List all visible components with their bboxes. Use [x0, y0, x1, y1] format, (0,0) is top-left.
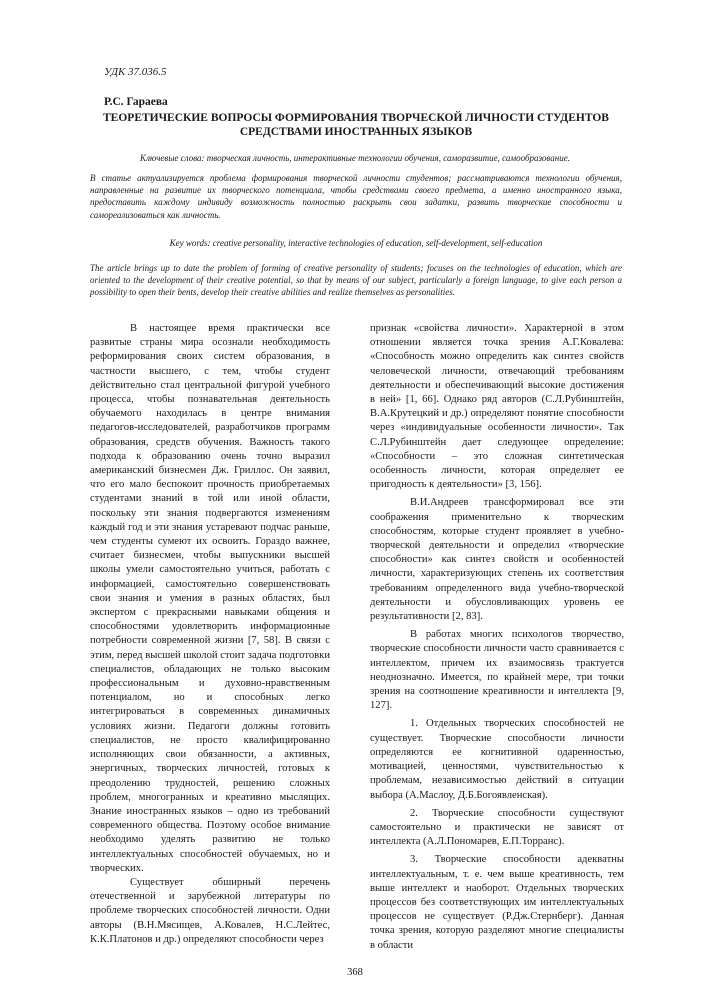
left-column — [90, 322, 330, 947]
keywords-en: Key words: creative personality, interactive technologies of education, self-development, self-education — [169, 238, 543, 248]
paragraph: В работах многих психологов творчество, творческие способности личности часто сравнивается с интеллектом, причем их взаимосвязь трактуется неоднозначно. Имеется, по крайней мере, три точки зрения на соотношение креативности и интеллекта [9, 127]. — [370, 629, 624, 712]
paragraph: признак «свойства личности». Характерной в этом отношении является точка зрения А.Г.Ковалева: «Способность можно определить как синтез свойств человеческой личности, отвечающий требованиям деятельности и обеспечивающий высокие достижения в ней» [1, 66]. Однако ряд авторов (С.Л.Рубинштейн, В.А.Крутецкий и др.) определяют понятие способности через «индивидуальные особенности личности». Так С.Л.Рубинштейн дает следующее определение: «Способности – это сложная синтетическая особенность личности, которая определяет ее пригодность к деятельности» [3, 156]. — [370, 323, 624, 491]
right-column — [370, 322, 624, 953]
paragraph: В.И.Андреев трансформировал все эти соображения применительно к творческим способностям, которые студент проявляет в учебно-творческой деятельности и определил «творческие способности» как синтез свойств и особенностей личности, характеризующих степень их соответствия требованиям определенного вида учебно-творческой деятельности и обусловливающих уровень ее результативности [2, 83]. — [370, 497, 624, 623]
abstract-en: The article brings up to date the problem of forming of creative personality of students; focuses on the technologies of education, which are oriented to the development of their creative potential, so that by means of our subject, particularly a foreign language, to give each person a possibility to open their bents, develop their creative abilities and realize themselves as personalities. — [90, 263, 622, 298]
abstract-ru: В статье актуализируется проблема формирования творческой личности студентов; рассматриваются технологии обучения, направленные на развитие их творческого потенциала, чтобы средствами своего предмета, а именно иностранного языка, предоставить каждому индивиду возможность полностью раскрыть свои задатки, развить творческие способности и самореализоваться как личность. — [90, 173, 622, 220]
list-item: 3. Творческие способности адекватны интеллектуальным, т. е. чем выше креативность, тем выше интеллект и наоборот. Отдельных творческих процессов без соответствующих им интеллектуальных процессов не существует (Р.Дж.Стернберг). Данная точка зрения, которую разделяют многие специалисты в области — [370, 854, 624, 951]
author-name: Р.С. Гараева — [104, 96, 168, 108]
article-title: ТЕОРЕТИЧЕСКИЕ ВОПРОСЫ ФОРМИРОВАНИЯ ТВОРЧЕСКОЙ ЛИЧНОСТИ СТУДЕНТОВ СРЕДСТВАМИ ИНОСТРАННЫХ ЯЗЫКОВ — [103, 112, 609, 138]
list-item: 2. Творческие способности существуют самостоятельно и практически не зависят от интеллекта (А.Л.Пономарев, Е.П.Торранс). — [370, 807, 624, 848]
paragraph: Существует обширный перечень отечественной и зарубежной литературы по проблеме творческих способностей личности. Одни авторы (В.Н.Мясищев, А.Ковалев, Н.С.Лейтес, К.К.Платонов и др.) определяют способности через — [90, 876, 330, 945]
list-item: 1. Отдельных творческих способностей не существует. Творческие способности личности определяются ее когнитивной одаренностью, мотивацией, ценностями, чувствительностью к проблемам, независимостью действий в ситуации выбора (А.Маслоу, Д.Б.Богоявленская). — [370, 718, 624, 801]
paragraph: В настоящее время практически все развитые страны мира осознали необходимость реформирования своих систем образования, в частности высшего, с тем, чтобы студент действительно стал центральной фигурой учебного процесса, чтобы познавательная деятельность обучаемого находилась в центре внимания педагогов-исследователей, разработчиков программ образования, средств обучения. Важность такого подхода к образованию очень точно выразил американский бизнесмен Дж. Гриллос. Он заявил, что его мало беспокоит прочность приобретаемых студентами знаний в той или иной области, поскольку эти знания подвергаются изменениям каждый год и эти знания устаревают подчас раньше, чем студенты сумеют их освоить. Гораздо важнее, считает бизнесмен, чтобы выпускники высшей школы умели самостоятельно учиться, работать с информацией, самостоятельно совершенствовать свои знания и умения в разных областях, был экспертом с прекрасными навыками общения и способностями удовлетворить информационные потребности современной жизни [7, 58]. В связи с этим, перед высшей школой стоит задача подготовки специалистов, обладающих не только высоким профессиональным и духовно-нравственным потенциалом, но и способных легко интегрироваться в современных динамичных условиях жизни. Педагоги должны готовить специалистов, не просто квалифицированно исполняющих свои обязанности, а активных, энергичных, творческих личностей, готовых к преодолению трудностей, решению сложных проблем, многогранных и креативно мыслящих. Знание иностранных языков – одно из требований современного общества. Поэтому особое внимание необходимо уделять развитию не только интеллектуальных способностей обучаемых, но и творческих. — [90, 323, 330, 874]
keywords-ru: Ключевые слова: творческая личность, интерактивные технологии обучения, саморазвитие, самообразование. — [140, 153, 570, 163]
udk-code: УДК 37.036.5 — [104, 66, 167, 78]
page-number: 368 — [347, 967, 363, 978]
